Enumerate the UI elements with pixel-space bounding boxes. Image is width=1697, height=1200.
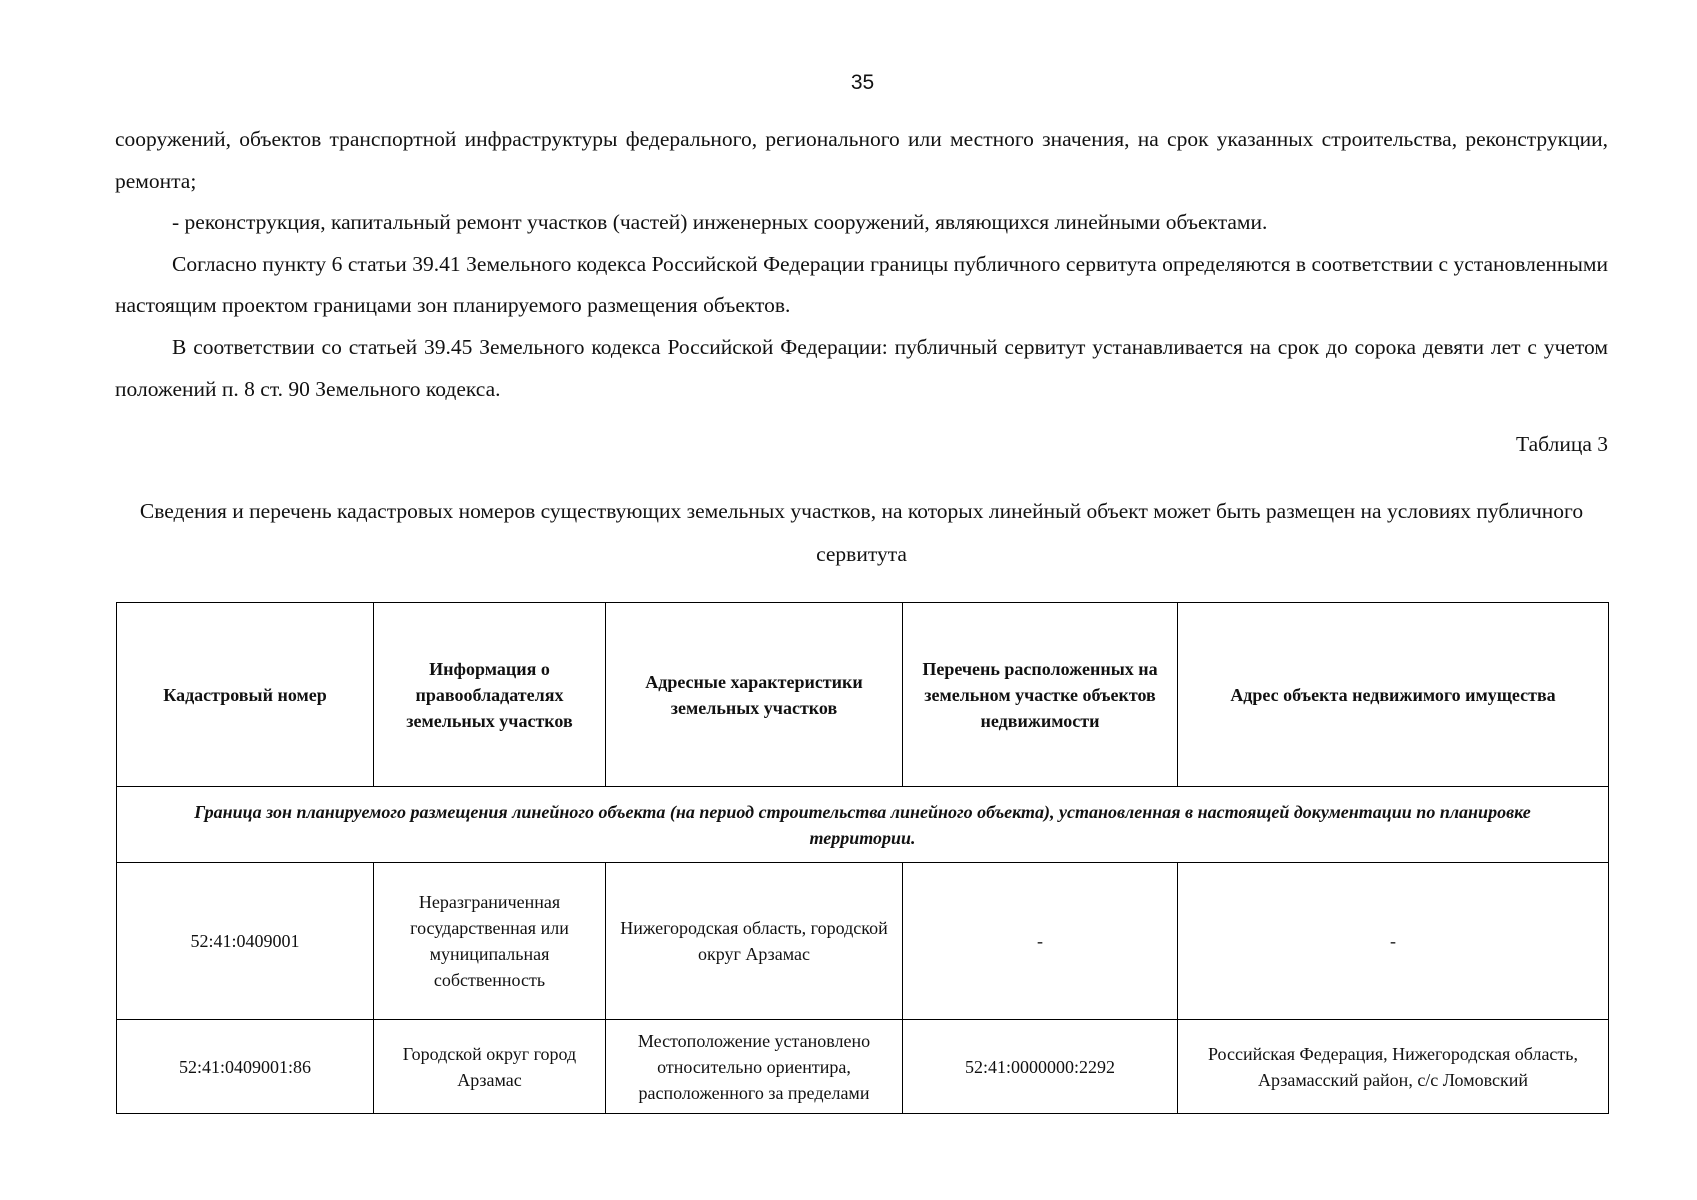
cell-cadastral-number: 52:41:0409001 (117, 863, 374, 1020)
cell-real-estate-list: 52:41:0000000:2292 (903, 1020, 1178, 1114)
header-real-estate-list: Перечень расположенных на земельном участке объектов недвижимости (903, 603, 1178, 787)
cell-cadastral-number: 52:41:0409001:86 (117, 1020, 374, 1114)
table-label: Таблица 3 (1516, 432, 1608, 456)
cadastral-table (116, 602, 1609, 1114)
table-row (117, 863, 1609, 1020)
table-caption: Сведения и перечень кадастровых номеров существующих земельных участков, на которых линейный объект может быть размещен на условиях публичного сервитута (139, 499, 1584, 566)
paragraph: сооружений, объектов транспортной инфраструктуры федерального, регионального или местного значения, на срок указанных строительства, реконструкции, ремонта; (115, 127, 1608, 193)
paragraph: В соответствии со статьей 39.45 Земельного кодекса Российской Федерации: публичный сервитут устанавливается на срок до сорока девяти лет с учетом положений п. 8 ст. 90 Земельного кодекса. (115, 334, 1608, 401)
cell-owner-info: Городской округ город Арзамас (374, 1020, 606, 1114)
table-header-row (117, 603, 1609, 787)
table-row (117, 1020, 1609, 1114)
paragraph: Согласно пункту 6 статьи 39.41 Земельного кодекса Российской Федерации границы публичного сервитута определяются в соответствии с установленными настоящим проектом границами зон планируемого размещения объектов. (115, 251, 1608, 318)
body-text (115, 119, 1608, 410)
cell-real-estate-address: - (1178, 863, 1609, 1020)
header-cadastral-number: Кадастровый номер (117, 603, 374, 787)
cell-real-estate-address: Российская Федерация, Нижегородская область, Арзамасский район, с/с Ломовский (1178, 1020, 1609, 1114)
header-owner-info: Информация о правообладателях земельных участков (374, 603, 606, 787)
cell-address: Местоположение установлено относительно ориентира, расположенного за пределами (606, 1020, 903, 1114)
cell-address: Нижегородская область, городской округ Арзамас (606, 863, 903, 1020)
header-address-characteristics: Адресные характеристики земельных участков (606, 603, 903, 787)
page-number: 35 (850, 71, 875, 94)
header-real-estate-address: Адрес объекта недвижимого имущества (1178, 603, 1609, 787)
cell-real-estate-list: - (903, 863, 1178, 1020)
group-title: Граница зон планируемого размещения линейного объекта (на период строительства линейного объекта), установленная в настоящей документации по планировке территории. (117, 787, 1609, 863)
cell-owner-info: Неразграниченная государственная или муниципальная собственность (374, 863, 606, 1020)
table-group-row (117, 787, 1609, 863)
paragraph: - реконструкция, капитальный ремонт участков (частей) инженерных сооружений, являющихся линейными объектами. (172, 210, 1268, 235)
